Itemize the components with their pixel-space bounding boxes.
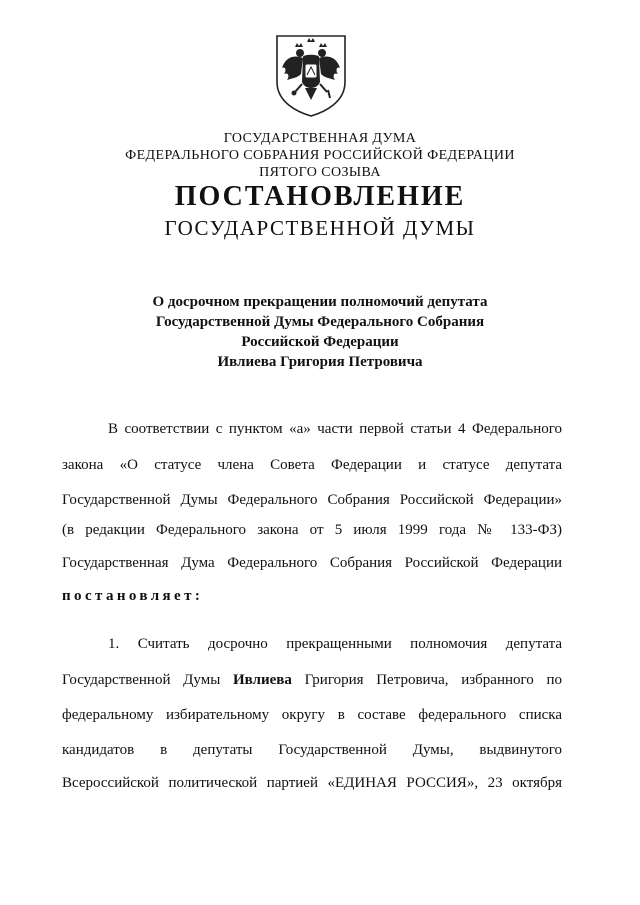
body-line-2: закона «О статусе члена Совета Федерации и статусе депутата (62, 457, 562, 473)
item-1-line-2 (62, 670, 562, 690)
org-line-1: ГОСУДАРСТВЕННАЯ ДУМА (223, 131, 417, 146)
item-1-line-3: федеральному избирательному округу в составе федерального списка (62, 707, 562, 723)
body-line-3: Государственной Думы Федерального Собрания Российской Федерации» (62, 492, 562, 508)
deputy-surname: Ивлиева (232, 672, 292, 688)
item-1-line-4: кандидатов в депутаты Государственной Думы, выдвинутого (62, 742, 562, 758)
document-title: ПОСТАНОВЛЕНИЕ (174, 181, 466, 212)
item-1-line-1: 1. Считать досрочно прекращенными полномочия депутата (108, 636, 562, 652)
subject-line-4: Ивлиева Григория Петровича (217, 354, 423, 370)
item-1-line-2-end: Григория Петровича, избранного по (291, 672, 562, 688)
body-line-4: (в редакции Федерального закона от 5 июля 1999 года № 133-ФЗ) (62, 522, 562, 538)
org-line-2: ФЕДЕРАЛЬНОГО СОБРАНИЯ РОССИЙСКОЙ ФЕДЕРАЦИИ (125, 148, 515, 163)
item-1-line-5: Всероссийской политической партией «ЕДИНАЯ РОССИЯ», 23 октября (62, 775, 562, 791)
russian-coat-of-arms-icon (273, 32, 349, 118)
item-1-line-2-start: Государственной Думы (62, 672, 233, 688)
subject-line-3: Российской Федерации (241, 334, 399, 350)
body-line-5: Государственная Дума Федерального Собрания Российской Федерации (62, 555, 562, 571)
body-line-1: В соответствии с пунктом «а» части первой статьи 4 Федерального (108, 421, 562, 437)
subject-line-2: Государственной Думы Федерального Собрания (155, 314, 485, 330)
resolves-word: постановляет: (62, 588, 204, 604)
org-line-3: ПЯТОГО СОЗЫВА (259, 165, 381, 180)
document-subtitle: ГОСУДАРСТВЕННОЙ ДУМЫ (164, 216, 476, 240)
subject-line-1: О досрочном прекращении полномочий депутата (152, 294, 488, 310)
